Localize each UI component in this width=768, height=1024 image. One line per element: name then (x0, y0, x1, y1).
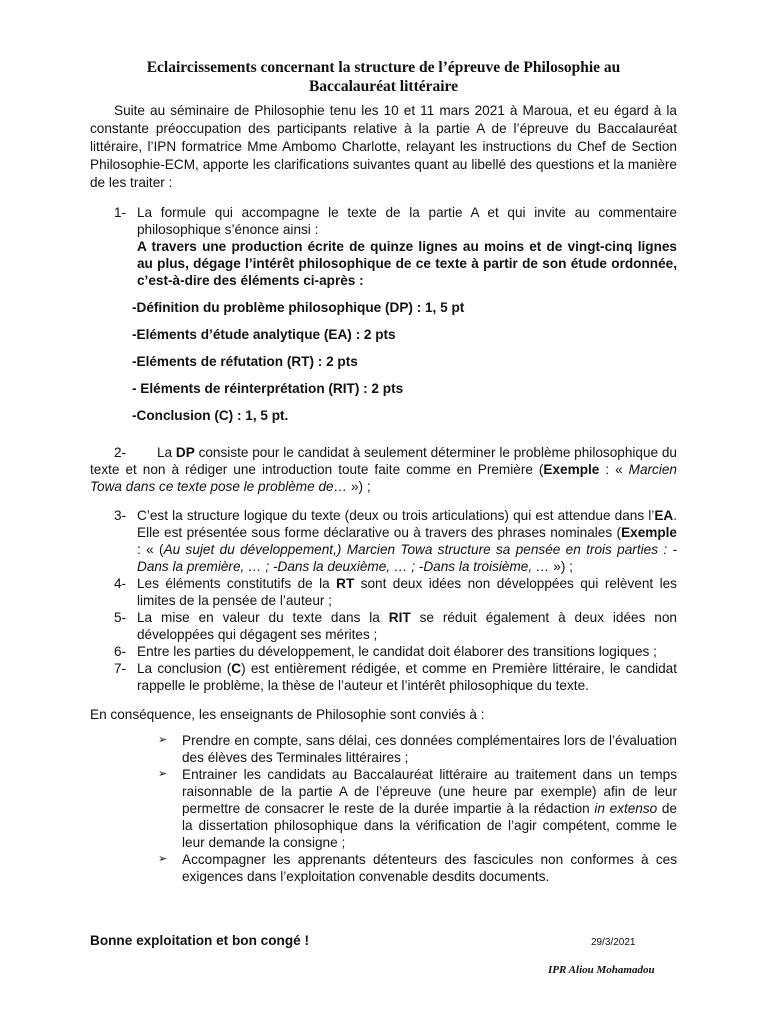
item-1-text: La formule qui accompagne le texte de la partie A et qui invite au commentaire philosophique s’énonce ainsi : (137, 205, 677, 237)
document-title (90, 58, 677, 96)
grading-scheme (90, 299, 677, 434)
item-6-text: Entre les parties du développement, le candidat doit élaborer des transitions logiques ; (137, 644, 657, 659)
item-7-pre: La conclusion ( (137, 661, 232, 676)
consequence-paragraph: En conséquence, les enseignants de Philosophie sont conviés à : (90, 707, 485, 722)
item-2-mid: consiste pour le candidat à seulement déterminer le problème philosophique du texte et non à rédiger une introduction toute faite comme en Première ( (90, 445, 677, 477)
item-3-mid: . Elle est présentée sous forme déclarative ou à travers des phrases nominales ( (137, 508, 677, 540)
scheme-ea: -Eléments d’étude analytique (EA) : 2 pts (132, 327, 396, 342)
closing-line: Bonne exploitation et bon congé ! (90, 933, 310, 948)
document-date: 29/3/2021 (591, 937, 636, 948)
bullet-item-1 (90, 732, 677, 766)
item-2-example: Marcien Towa dans ce texte pose le problème de… (90, 462, 677, 494)
item-number: 2- (114, 445, 127, 460)
item-5-bold: RIT (388, 610, 411, 625)
instruction-item-2 (90, 444, 677, 495)
instruction-item-7 (90, 660, 677, 694)
scheme-dp: -Définition du problème philosophique (DP) : 1, 5 pt (132, 300, 465, 315)
item-4-pre: Les éléments constitutifs de la (137, 576, 337, 591)
instruction-item-4 (90, 575, 677, 609)
item-2-pre: La (157, 445, 176, 460)
item-3-example-label: Exemple (621, 525, 677, 540)
item-3-pre: C’est la structure logique du texte (deux ou trois articulations) qui est attendue dans l’ (137, 508, 655, 523)
title-line-2: Baccalauréat littéraire (308, 78, 459, 95)
item-7-bold: C (231, 661, 242, 676)
item-2-example-label: Exemple (543, 462, 600, 477)
title-line-1: Eclaircissements concernant la structure de l’épreuve de Philosophie au (146, 59, 621, 76)
item-7-post: ) est entièrement rédigée, et comme en Première littéraire, le candidat rappelle le problème, la thèse de l’auteur et l’intérêt philosophique du texte. (137, 661, 678, 693)
item-number: 5- (114, 610, 127, 625)
arrow-bullet-icon: ➢ (158, 853, 168, 865)
bullet-3-text: Accompagner les apprenants détenteurs des fascicules non conformes à ces exigences dans l’exploitation convenable desdits documents. (182, 852, 677, 884)
item-number: 7- (114, 661, 127, 676)
item-2-ex-post: ») ; (347, 479, 371, 494)
bullet-2-post: de la dissertation philosophique dans la vérification de l’agir compétent, comme le leur demande la consigne ; (182, 801, 677, 850)
item-number: 6- (114, 644, 127, 659)
item-2-bold: DP (175, 445, 195, 460)
arrow-bullet-icon: ➢ (158, 768, 168, 780)
bullet-2-pre: Entrainer les candidats au Baccalauréat littéraire au traitement dans un temps raisonnable de la partie A de l’épreuve (une heure par exemple) afin de leur permettre de consacrer le reste de la durée impartie à la rédaction (182, 767, 677, 816)
instruction-item-5 (90, 609, 677, 643)
scheme-c: -Conclusion (C) : 1, 5 pt. (132, 408, 289, 423)
item-1-formula: A travers une production écrite de quinze lignes au moins et de vingt-cinq lignes au plus, dégage l’intérêt philosophique de ce texte à partir de son étude ordonnée, c’est-à-dire des éléments ci-après : (137, 239, 677, 288)
item-2-ex-pre: : « (599, 462, 629, 477)
instruction-item-3 (90, 507, 677, 575)
item-4-bold: RT (336, 576, 355, 591)
scheme-rt: -Eléments de réfutation (RT) : 2 pts (132, 354, 358, 369)
item-number: 3- (114, 508, 127, 523)
scheme-rit: - Eléments de réinterprétation (RIT) : 2 pts (132, 381, 404, 396)
item-5-post: se réduit également à deux idées non développées qui dégagent ses mérites ; (137, 610, 677, 642)
item-3-example: Au sujet du développement,) Marcien Towa structure sa pensée en trois parties : -Dans la première, … ; -Dans la deuxième, … ; -Dans la troisième, … (137, 542, 677, 574)
instruction-item-6 (90, 643, 677, 660)
item-4-post: sont deux idées non développées qui relèvent les limites de la pensée de l’auteur ; (137, 576, 677, 608)
bullet-1-text: Prendre en compte, sans délai, ces données complémentaires lors de l’évaluation des élèves des Terminales littéraires ; (182, 733, 677, 765)
item-5-pre: La mise en valeur du texte dans la (137, 610, 389, 625)
intro-paragraph: Suite au séminaire de Philosophie tenu les 10 et 11 mars 2021 à Maroua, et eu égard à la constante préoccupation des participants relative à la partie A de l’épreuve du Baccalauréat littéraire, l’IPN formatrice Mme Ambomo Charlotte, relayant les instructions du Chef de Section Philosophie-ECM, apporte les clarifications suivantes quant au libellé des questions et la manière de les traiter : (90, 103, 677, 190)
signature: IPR Aliou Mohamadou (548, 964, 655, 976)
instruction-item-1 (90, 204, 677, 289)
bullet-item-2 (90, 766, 677, 851)
item-number: 4- (114, 576, 127, 591)
item-3-ex-post: ») ; (549, 559, 573, 574)
instruction-list (90, 507, 677, 694)
item-3-ex-pre: : « ( (137, 542, 164, 557)
item-number: 1- (114, 205, 127, 220)
bullet-2-italic: in extenso (594, 801, 658, 816)
arrow-bullet-icon: ➢ (158, 734, 168, 746)
bullet-item-3 (90, 851, 677, 885)
item-3-bold: EA (654, 508, 674, 523)
